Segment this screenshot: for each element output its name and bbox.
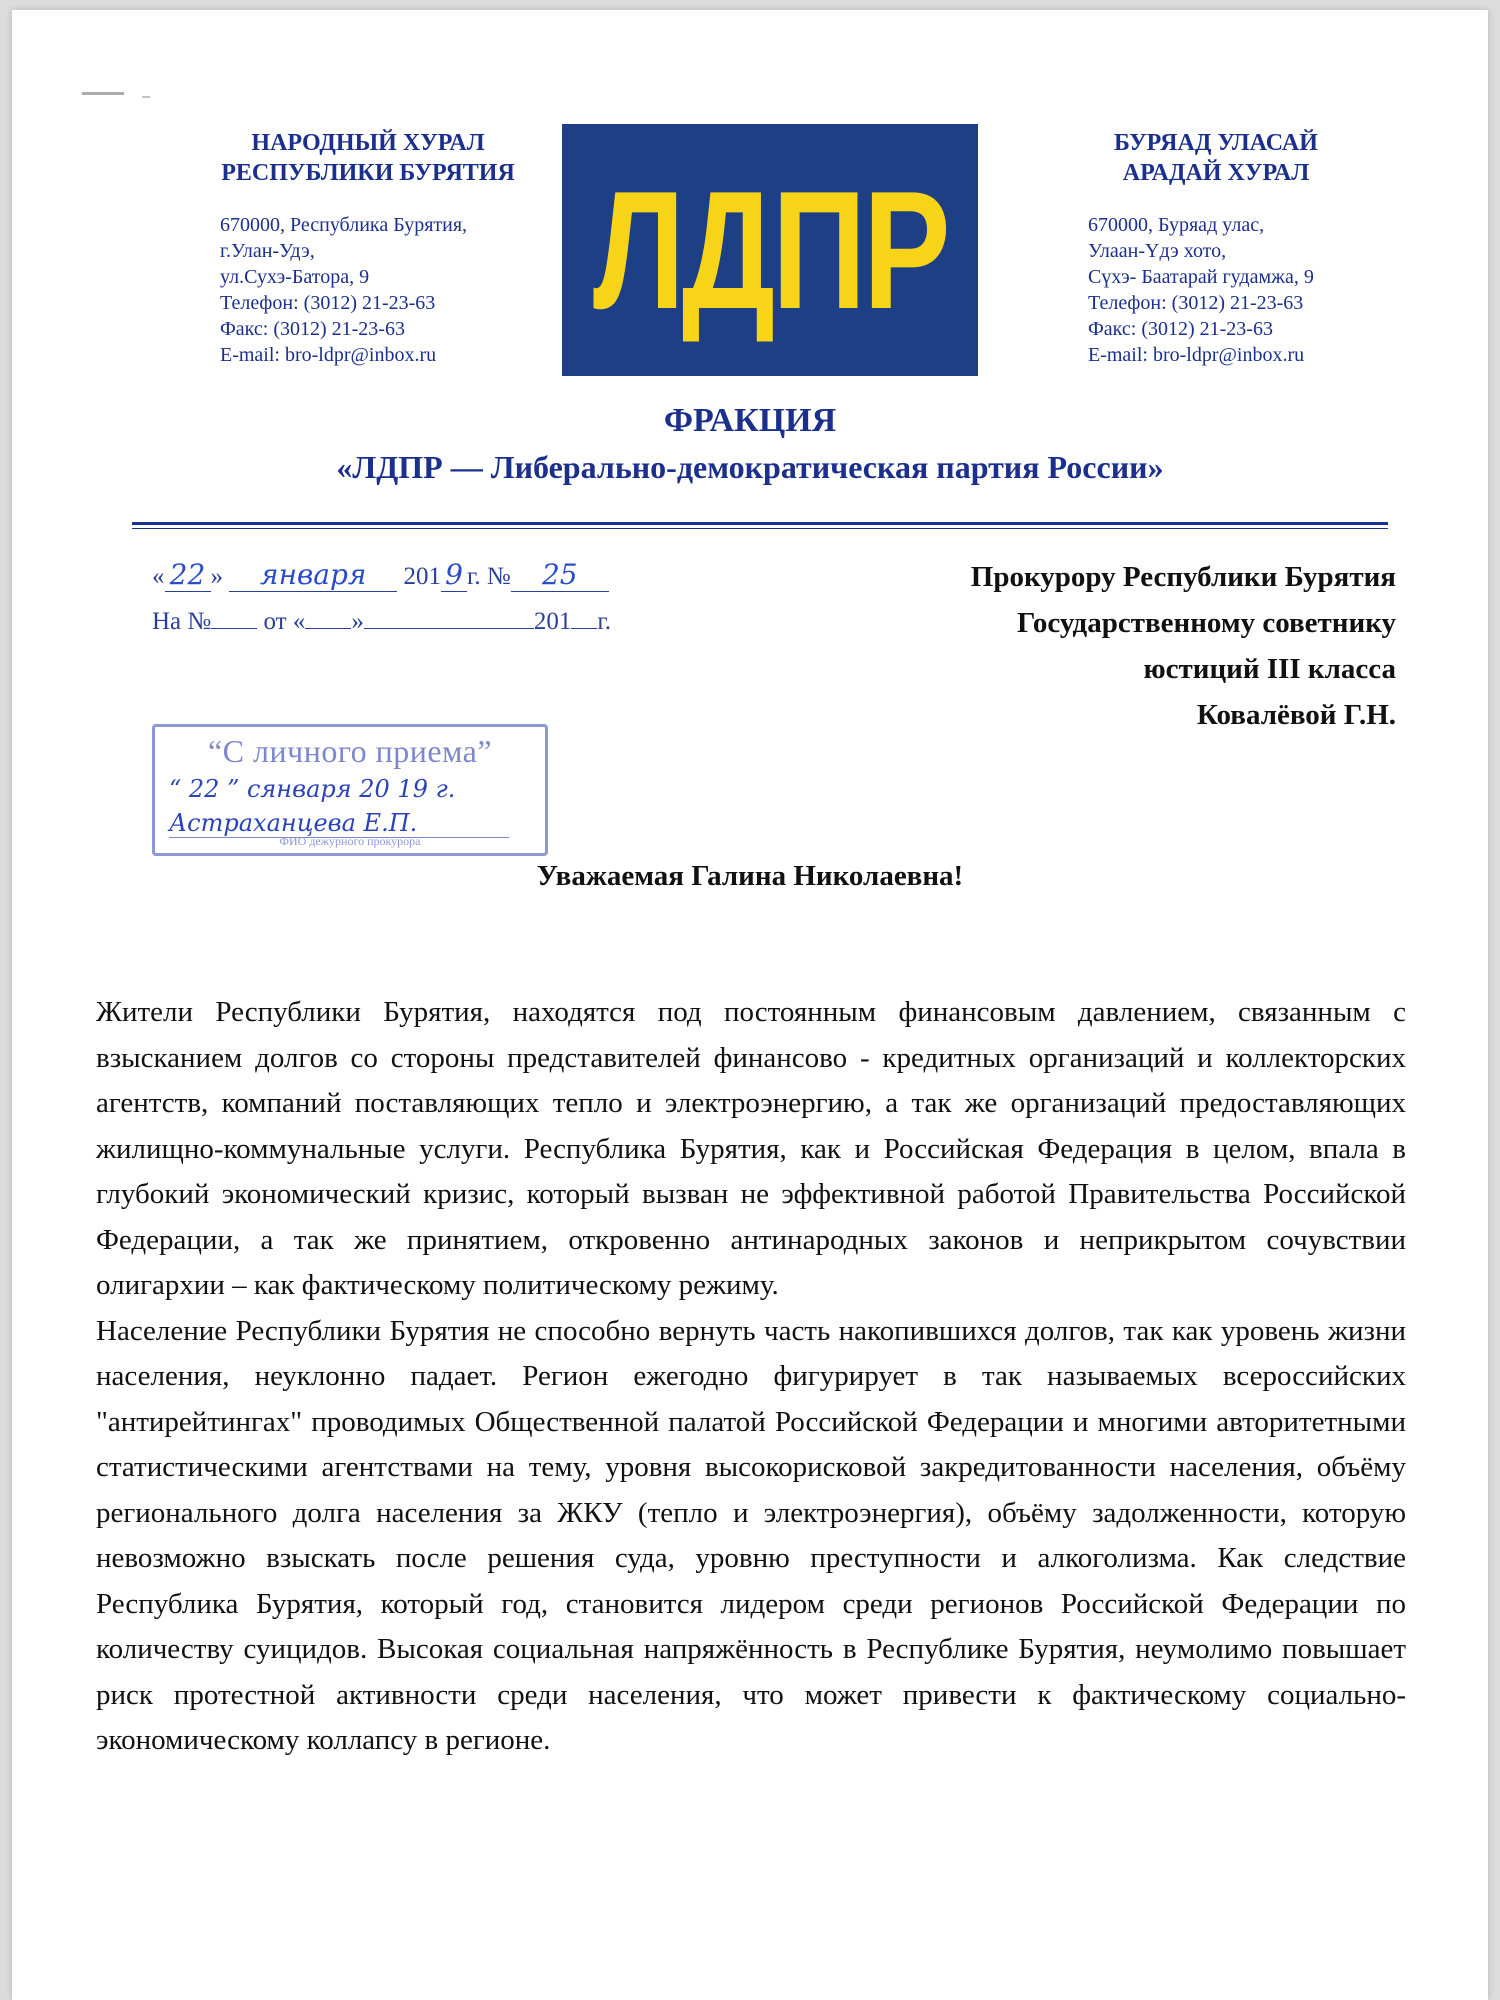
ldpr-logo (562, 124, 978, 376)
faction-heading (12, 398, 1488, 490)
contact-line: Телефон: (3012) 21-23-63 (1088, 292, 1304, 314)
logo-text: ЛДПР (592, 156, 948, 344)
addressee-line: Государственному советнику (1016, 607, 1396, 639)
contact-email: E-mail: bro-ldpr@inbox.ru (1088, 344, 1305, 366)
contact-email: E-mail: bro-ldpr@inbox.ru (220, 344, 437, 366)
scan-mark (82, 92, 124, 95)
body-paragraph: Жители Республики Бурятия, находятся под постоянным финансовым давлением, связанным с взысканием долгов со стороны представителей финансово - кредитных организаций и коллекторских агентств, компаний поставляющих тепло и электроэнергию, а так же организаций предоставляющих жилищно-коммунальные услуги. Республика Бурятия, как и Российская Федерация в целом, впала в глубокий экономический кризис, который вызван не эффективной работой Правительства Российской Федерации, а так же принятием, откровенно антинародных законов и неприкрытом сочувствии олигархии – как фактическому политическому режиму. (96, 996, 1406, 1301)
reg-number: 25 (511, 558, 609, 592)
org-right-contacts (1086, 212, 1426, 368)
ref-number-blank (211, 606, 257, 629)
reg-month: января (229, 558, 397, 592)
reception-stamp (152, 724, 548, 856)
faction-subtitle: «ЛДПР — Либерально-демократическая партия России» (336, 449, 1164, 485)
stamp-date: “ 22 ” сянваря 20 19 г. (169, 775, 456, 803)
contact-line: Сүхэ- Баатарай гудамжа, 9 (1088, 266, 1314, 288)
outgoing-reg-line: « 22 » января 201 9 г. № 25 (152, 558, 609, 592)
scan-mark (142, 96, 150, 104)
addressee-name: Ковалёвой Г.Н. (1196, 699, 1396, 731)
incoming-ref-line: На № от « » 201 г. (152, 608, 612, 635)
stamp-title: “С личного приема” (207, 733, 493, 769)
contact-line: 670000, Республика Бурятия, (220, 214, 468, 236)
contact-line: Улаан-Үдэ хото, (1088, 240, 1227, 262)
header-divider (132, 522, 1388, 525)
reg-year-digit: 9 (441, 558, 467, 592)
contact-line: Факс: (3012) 21-23-63 (220, 318, 405, 340)
contact-line: Телефон: (3012) 21-23-63 (220, 292, 436, 314)
stamp-caption: ФИО дежурного прокурора (279, 834, 421, 848)
ref-year-blank (571, 606, 597, 629)
contact-line: Факс: (3012) 21-23-63 (1088, 318, 1273, 340)
ref-month-blank (364, 606, 534, 629)
body-paragraph: Население Республики Бурятия не способно вернуть часть накопившихся долгов, так как уровень жизни населения, неуклонно падает. Регион ежегодно фигурирует в так называемых всероссийских "антирейтингах" проводимых Общественной палатой Российской Федерации и многими авторитетными статистическими агентствами на тему, уровня высокорисковой закредитованности населения, объёму регионального долга населения за ЖКУ (тепло и электроэнергия), объёму задолженности, которую невозможно взыскать после решения суда, уровню преступности и алкоголизма. Как следствие Республика Бурятия, который год, становится лидером среди регионов Российской Федерации по количеству суицидов. Высокая социальная напряжённость в Республике Бурятия, неумолимо повышает риск протестной активности среди населения, что может привести к фактическому социально-экономическому коллапсу в регионе. (96, 1314, 1406, 1756)
stamp-prosecutor-name: Астраханцева Е.П. (169, 809, 509, 838)
addressee-line: юстиций III класса (1143, 653, 1396, 685)
org-left-block (198, 128, 538, 368)
contact-line: 670000, Буряад улас, (1088, 214, 1265, 236)
addressee-block (971, 554, 1396, 738)
greeting: Уважаемая Галина Николаевна! (536, 860, 964, 892)
header-divider-thin (132, 528, 1388, 529)
contact-line: ул.Сухэ-Батора, 9 (220, 266, 370, 288)
faction-title: ФРАКЦИЯ (663, 402, 837, 439)
ref-day-blank (305, 606, 351, 629)
org-right-block (1086, 128, 1426, 368)
contact-line: г.Улан-Удэ, (220, 240, 315, 262)
org-left-title: НАРОДНЫЙ ХУРАЛ РЕСПУБЛИКИ БУРЯТИЯ (221, 130, 515, 186)
letter-page (12, 10, 1488, 2000)
org-left-contacts (198, 212, 538, 368)
letter-body (96, 990, 1406, 1764)
reg-day: 22 (165, 558, 211, 592)
addressee-line: Прокурору Республики Бурятия (970, 561, 1396, 593)
org-right-title: БУРЯАД УЛАСАЙ АРАДАЙ ХУРАЛ (1114, 130, 1318, 186)
